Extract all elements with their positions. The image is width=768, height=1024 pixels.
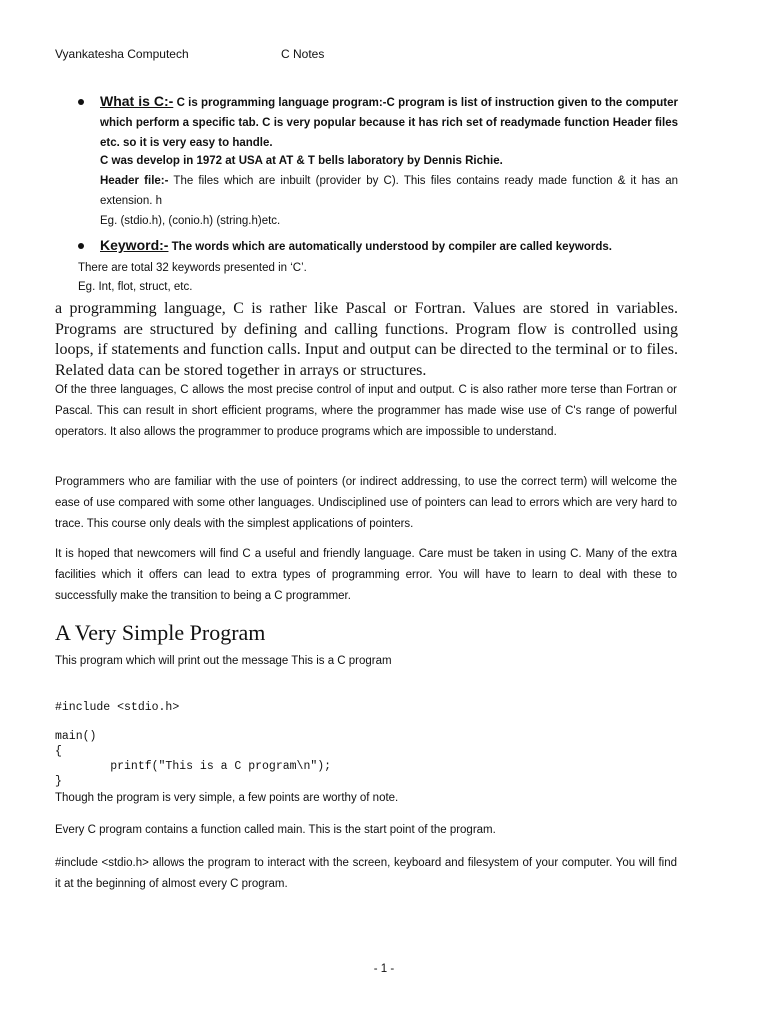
- keyword-count: There are total 32 keywords presented in ‘C’.: [78, 262, 307, 274]
- what-is-c-heading: What is C:-: [100, 93, 174, 109]
- header-example: Eg. (stdio.h), (conio.h) (string.h)etc.: [100, 215, 281, 227]
- what-is-c-text: C is programming language program:-C program is list of instruction given to the computer which perform a specific tab. C is very popular because it has rich set of readymade function Header files etc. so it is very easy to handle.: [100, 97, 678, 149]
- code-block: #include <stdio.h> main() { printf("This is a C program\n"); }: [55, 701, 332, 788]
- paragraph-newcomers: It is hoped that newcomers will find C a useful and friendly language. Care must be taken in using C. Many of the extra facilities which it offers can lead to extra types of programming error. You will have to learn to deal with these to successfully make the transition to being a C programmer.: [55, 548, 677, 602]
- bullet-keyword: [100, 235, 678, 257]
- paragraph-control: Of the three languages, C allows the most precise control of input and output. C is also rather more terse than Fortran or Pascal. This can result in short efficient programs, where the programmer has made wise use of C's range of powerful operators. It also allows the programmer to produce programs which are impossible to understand.: [55, 384, 677, 438]
- intro-paragraph: a programming language, C is rather like Pascal or Fortran. Values are stored in variables. Programs are structured by defining and calling functions. Program flow is controlled using loops, if statements and function calls. Input and output can be directed to the terminal or to files. Related data can be stored together in arrays or structures.: [55, 300, 678, 379]
- section-intro: This program which will print out the message This is a C program: [55, 655, 392, 667]
- note-main: Every C program contains a function called main. This is the start point of the program.: [55, 824, 496, 836]
- header-file-label: Header file:-: [100, 175, 169, 187]
- bullet-icon: [78, 99, 84, 105]
- header-file-text: The files which are inbuilt (provider by C). This files contains ready made function & it has an extension. h: [100, 175, 679, 207]
- header-company: Vyankatesha Computech: [55, 47, 189, 61]
- header-file-def: [100, 171, 678, 211]
- bullet-icon: [78, 243, 84, 249]
- note-include: #include <stdio.h> allows the program to interact with the screen, keyboard and filesystem of your computer. You will find it at the beginning of almost every C program.: [55, 857, 677, 890]
- keyword-text: The words which are automatically understood by compiler are called keywords.: [168, 241, 612, 253]
- keyword-heading: Keyword:-: [100, 237, 169, 253]
- section-heading: A Very Simple Program: [55, 620, 266, 645]
- bullet-what-is-c: [100, 91, 678, 153]
- keyword-example: Eg. Int, flot, struct, etc.: [78, 281, 193, 293]
- c-history: C was develop in 1972 at USA at AT & T bells laboratory by Dennis Richie.: [100, 155, 503, 167]
- note-worthy: Though the program is very simple, a few points are worthy of note.: [55, 792, 399, 804]
- paragraph-pointers: Programmers who are familiar with the use of pointers (or indirect addressing, to use the correct term) will welcome the ease of use compared with some other languages. Undisciplined use of pointers can lead to errors which are very hard to trace. This course only deals with the simplest applications of pointers.: [55, 476, 677, 530]
- header-title: C Notes: [281, 47, 325, 61]
- page-number: - 1 -: [373, 963, 395, 975]
